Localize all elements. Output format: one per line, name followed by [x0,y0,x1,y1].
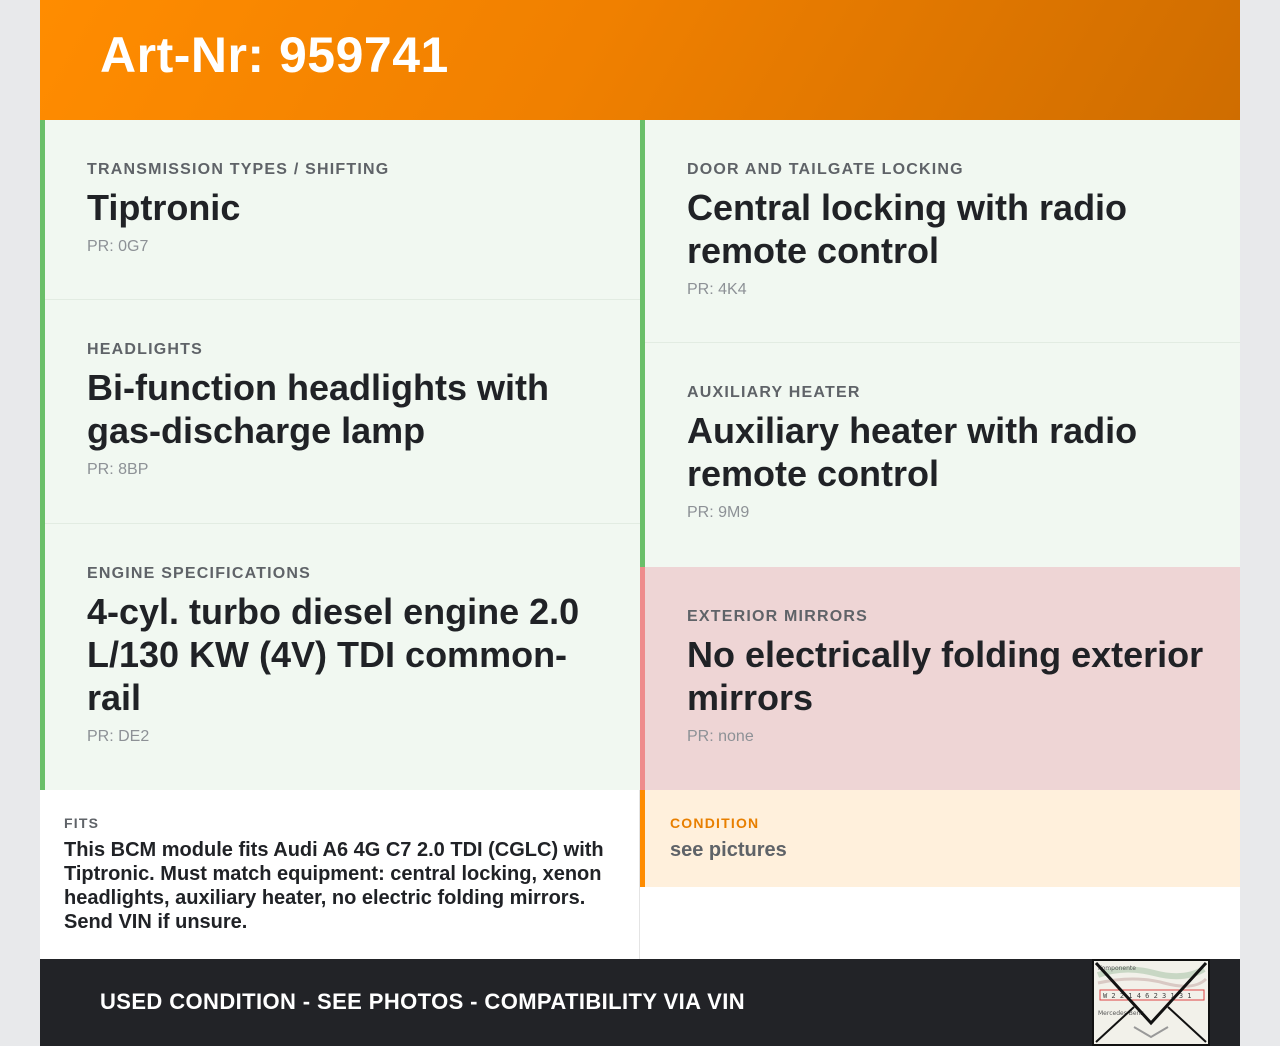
equipment-card-engine [40,524,640,790]
equipment-category: ENGINE SPECIFICATIONS [87,565,312,582]
equipment-value: Central locking with radio remote control [687,187,1128,271]
pr-code: PR: 9M9 [687,504,750,521]
equipment-value: 4-cyl. turbo diesel engine 2.0 L/130 KW (4V) TDI common-rail [87,591,580,718]
pr-code: PR: 0G7 [87,238,149,255]
equipment-value: Auxiliary heater with radio remote control [687,410,1138,494]
condition-section [640,790,1240,887]
equipment-category: EXTERIOR MIRRORS [687,608,868,625]
footer-text: USED CONDITION - SEE PHOTOS - COMPATIBILITY VIA VIN [100,989,746,1014]
equipment-value: Bi-function headlights with gas-discharge lamp [87,367,549,451]
equipment-category: AUXILIARY HEATER [687,384,861,401]
equipment-card-transmission [40,120,640,300]
condition-label: CONDITION [670,815,760,831]
equipment-card-locking [640,120,1240,343]
equipment-value: No electrically folding exterior mirrors [687,634,1204,718]
fits-section [40,790,640,959]
equipment-card-mirrors [640,567,1240,790]
envelope-photo-graphic [1094,961,1208,1044]
equipment-card-aux-heater [640,343,1240,567]
equipment-category: DOOR AND TAILGATE LOCKING [687,161,964,178]
header-banner [40,0,1240,120]
fits-label: FITS [64,815,100,831]
product-sheet [40,0,1240,1046]
footer-bar [40,959,1240,1046]
article-number-title: Art-Nr: 959741 [100,27,449,83]
thumb-text-line: Mercedes-Benz [1098,1010,1144,1017]
equipment-category: TRANSMISSION TYPES / SHIFTING [87,161,390,178]
equipment-category: HEADLIGHTS [87,341,203,358]
equipment-value: Tiptronic [87,187,241,228]
pr-code: PR: none [687,728,754,745]
thumb-text-line: Komponente [1098,965,1136,972]
envelope-photo-icon[interactable] [1092,959,1210,1046]
fits-text: This BCM module fits Audi A6 4G C7 2.0 TDI (CGLC) with Tiptronic. Must match equipment: central locking, xenon headlights, auxiliary heater, no electric folding mirrors. Send VIN if unsure. [64,839,604,933]
condition-text: see pictures [670,839,787,861]
pr-code: PR: 8BP [87,461,149,478]
thumb-text-line: W 2 2 1 4 6 2 3 1 3 1 [1103,992,1192,1000]
pr-code: PR: 4K4 [687,281,747,298]
pr-code: PR: DE2 [87,728,150,745]
equipment-card-headlights [40,300,640,524]
